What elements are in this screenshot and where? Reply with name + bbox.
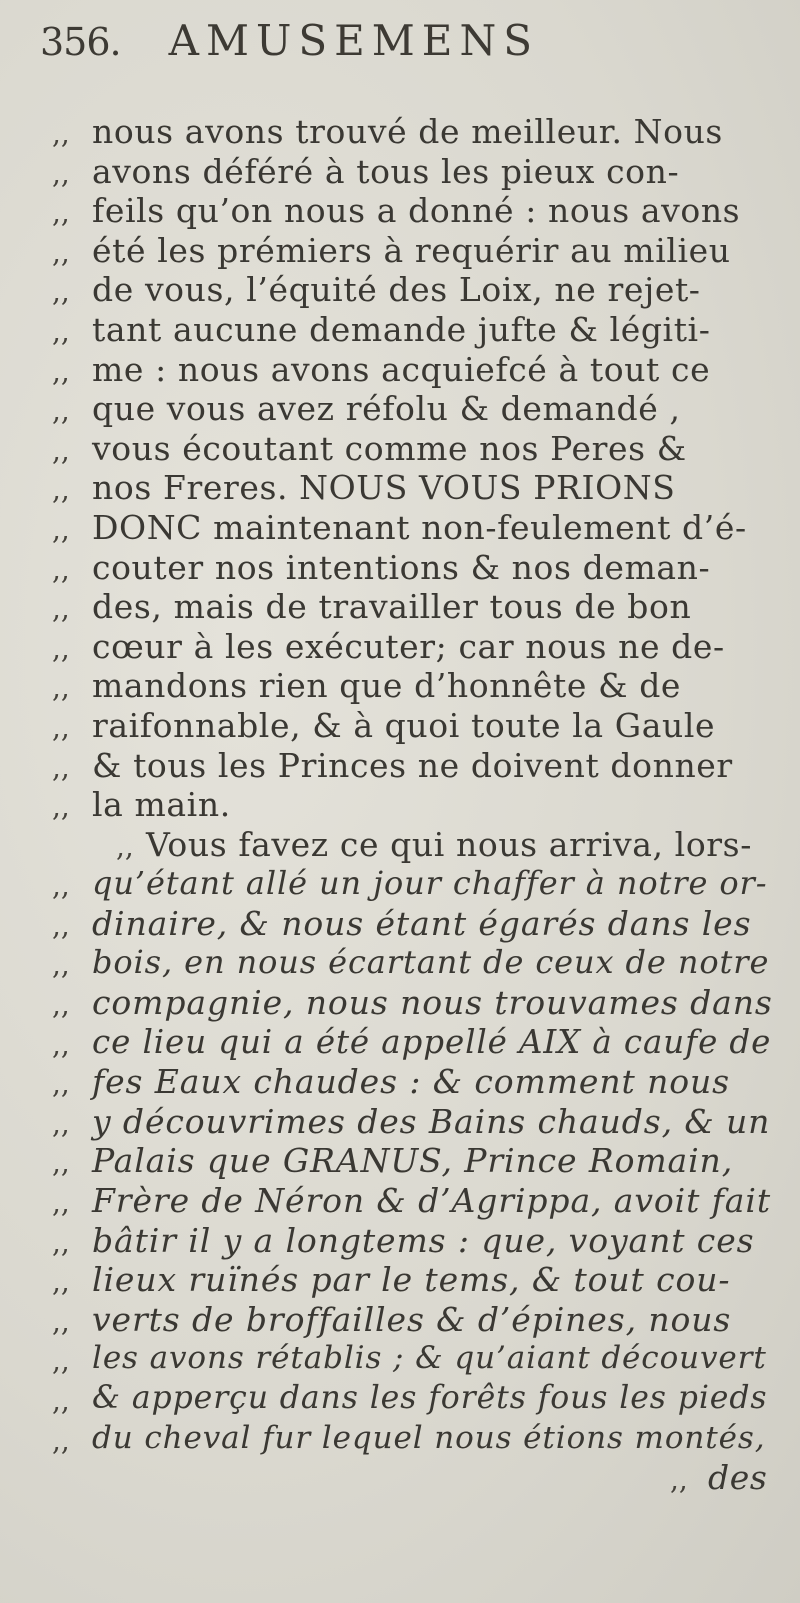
text-line	[0, 468, 800, 508]
quote-mark: ,,	[52, 512, 70, 546]
catchword	[0, 1458, 800, 1498]
text-line	[0, 1023, 800, 1063]
line-text: les avons rétablis ; & qu’aiant découvert	[92, 1340, 767, 1377]
quote-mark: ,,	[52, 671, 70, 705]
text-line	[0, 508, 800, 548]
quote-mark: ,,	[52, 552, 70, 586]
line-text: dinaire, & nous étant égarés dans les	[92, 903, 752, 943]
text-line	[0, 389, 800, 429]
text-line	[0, 112, 800, 152]
line-text: tant aucune demande jufte & légiti-	[92, 309, 711, 349]
line-text: lieux ruïnés par le tems, & tout cou-	[92, 1260, 731, 1300]
line-text: cœur à les exécuter; car nous ne de-	[92, 626, 725, 666]
page-header	[40, 16, 539, 76]
quote-mark: ,,	[52, 314, 70, 348]
text-body	[0, 112, 800, 1498]
text-line	[0, 825, 800, 865]
catchword-text: des	[708, 1458, 768, 1498]
quote-mark: ,,	[52, 196, 70, 230]
text-line	[0, 864, 800, 904]
quote-mark: ,,	[52, 988, 70, 1022]
text-line	[0, 1221, 800, 1261]
text-line	[0, 548, 800, 588]
line-text: mandons rien que d’honnête & de	[92, 666, 682, 706]
quote-mark: ,,	[52, 1106, 70, 1140]
text-line	[0, 350, 800, 390]
quote-mark: ,,	[52, 710, 70, 744]
quote-mark: ,,	[52, 1384, 70, 1417]
quote-mark: ,,	[52, 1146, 70, 1180]
line-text: la main.	[92, 785, 231, 825]
text-line	[0, 191, 800, 231]
quote-mark: ,,	[52, 790, 70, 824]
quote-mark: ,,	[52, 592, 70, 626]
text-line	[0, 1102, 800, 1142]
text-line	[0, 429, 800, 469]
quote-mark: ,,	[52, 1186, 70, 1220]
quote-mark: ,,	[52, 1265, 70, 1299]
running-head: AMUSEMENS	[168, 16, 539, 65]
line-text: Palais que GRANUS, Prince Romain,	[92, 1141, 734, 1181]
text-line	[0, 1141, 800, 1181]
quote-mark: ,,	[52, 908, 70, 942]
line-text: compagnie, nous nous trouvames dans	[92, 983, 773, 1023]
text-line	[0, 587, 800, 627]
text-line	[0, 1260, 800, 1300]
quote-mark: ,,	[52, 1027, 70, 1061]
text-line	[0, 152, 800, 192]
text-line	[0, 785, 800, 825]
text-line	[0, 1339, 800, 1379]
quote-mark: ,,	[52, 275, 70, 309]
quote-mark: ,,	[670, 1463, 688, 1497]
text-line	[0, 1379, 800, 1419]
quote-mark: ,,	[52, 235, 70, 269]
quote-mark: ,,	[52, 1423, 70, 1457]
text-line	[0, 1181, 800, 1221]
quote-mark: ,,	[52, 1067, 70, 1101]
quote-mark: ,,	[52, 354, 70, 388]
line-text: qu’étant allé un jour chaffer à notre or-	[92, 864, 768, 903]
text-line	[0, 746, 800, 786]
quote-mark: ,,	[52, 1225, 70, 1259]
quote-mark: ,,	[52, 473, 70, 507]
text-line	[0, 983, 800, 1023]
quote-mark: ,,	[52, 750, 70, 784]
text-line	[0, 627, 800, 667]
quote-mark: ,,	[52, 631, 70, 665]
text-line	[0, 904, 800, 944]
text-line	[0, 1419, 800, 1459]
line-text: du cheval fur lequel nous étions montés,	[92, 1419, 766, 1456]
text-line	[0, 1300, 800, 1340]
page-number: 356.	[40, 20, 121, 64]
line-text: & apperçu dans les forêts fous les pieds	[92, 1380, 768, 1416]
text-line	[0, 1062, 800, 1102]
quote-mark: ,,	[52, 117, 70, 150]
line-text: y découvrimes des Bains chauds, & un	[92, 1101, 771, 1141]
line-text: avons déféré à tous les pieux con-	[92, 151, 680, 191]
quote-mark: ,,	[116, 829, 134, 863]
text-line	[0, 231, 800, 271]
line-text: ce lieu qui a été appellé AIX à caufe de	[92, 1022, 772, 1061]
line-text: que vous avez réfolu & demandé ,	[92, 389, 681, 429]
quote-mark: ,,	[52, 1304, 70, 1338]
line-text: DONC maintenant non-feulement d’é-	[92, 507, 747, 547]
line-text: vous écoutant comme nos Peres &	[92, 428, 687, 468]
line-text: bâtir il y a longtems : que, voyant ces	[92, 1220, 755, 1260]
line-text: Frère de Néron & d’Agrippa, avoit fait	[92, 1181, 771, 1221]
text-line	[0, 310, 800, 350]
quote-mark: ,,	[52, 156, 70, 190]
quote-mark: ,,	[52, 1344, 70, 1378]
quote-mark: ,,	[52, 394, 70, 428]
text-line	[0, 943, 800, 983]
text-line	[0, 706, 800, 746]
line-text: de vous, l’équité des Loix, ne rejet-	[92, 270, 701, 310]
text-line	[0, 270, 800, 310]
quote-mark: ,,	[52, 869, 70, 903]
line-text: fes Eaux chaudes : & comment nous	[92, 1062, 730, 1102]
line-text: nous avons trouvé de meilleur. Nous	[92, 112, 723, 151]
line-text: des, mais de travailler tous de bon	[92, 587, 692, 627]
line-text: nos Freres. NOUS VOUS PRIONS	[92, 468, 676, 508]
quote-mark: ,,	[52, 948, 70, 982]
line-text: me : nous avons acquiefcé à tout ce	[92, 349, 711, 389]
line-text: raifonnable, & à quoi toute la Gaule	[92, 705, 716, 745]
quote-mark: ,,	[52, 433, 70, 467]
line-text: & tous les Princes ne doivent donner	[92, 745, 733, 785]
line-text: couter nos intentions & nos deman-	[92, 547, 711, 587]
line-text: verts de broffailles & d’épines, nous	[92, 1299, 732, 1339]
line-text: Vous favez ce qui nous arriva, lors-	[146, 824, 752, 864]
line-text: été les prémiers à requérir au milieu	[92, 230, 731, 270]
line-text: feils qu’on nous a donné : nous avons	[92, 191, 741, 231]
line-text: bois, en nous écartant de ceux de notre	[92, 943, 770, 982]
text-line	[0, 666, 800, 706]
